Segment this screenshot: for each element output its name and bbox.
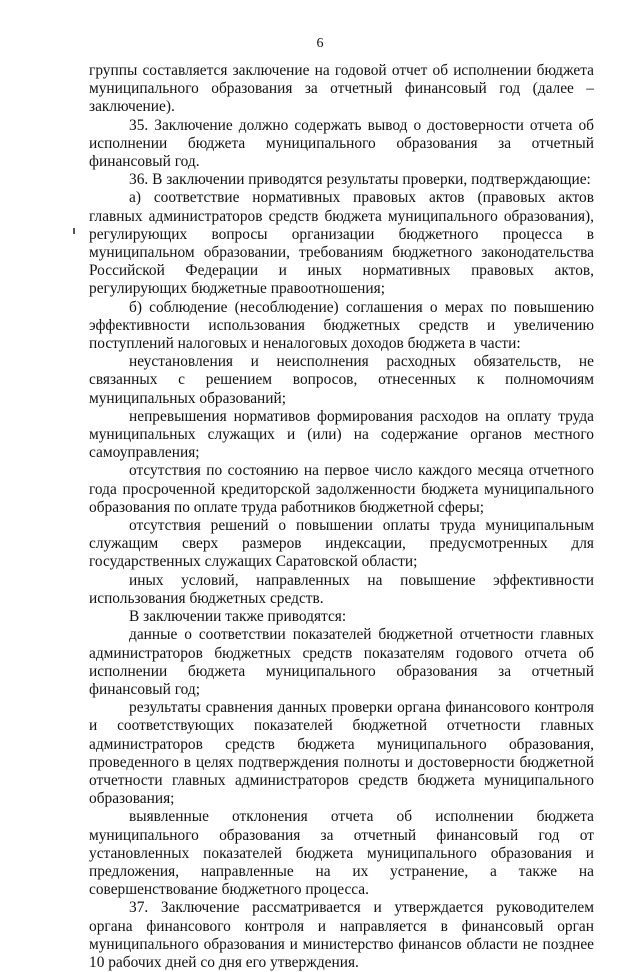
paragraph-item: отсутствия решений о повышении оплаты труда муниципальным служащим сверх размеров индексации, предусмотренных для государственных служащих Саратовской области; <box>89 517 594 571</box>
paragraph-also: В заключении также приводятся: <box>129 608 347 626</box>
paragraph-36-b: б) соблюдение (несоблюдение) соглашения о мерах по повышению эффективности использования бюджетных средств и увеличению поступлений налоговых и неналоговых доходов бюджета в части: <box>89 298 594 353</box>
paragraph-item: выявленные отклонения отчета об исполнении бюджета муниципального образования за отчетный финансовый год от установленных показателей бюджета муниципального образования и предложения, направленные на их устранение, а также на совершенствование бюджетного процесса. <box>89 808 594 899</box>
paragraph-36-a: а) соответствие нормативных правовых актов (правовых актов главных администраторов средств бюджета муниципального образования), регулирующих вопросы организации бюджетного процесса в муниципальном образовании, требованиям бюджетного законодательства Российской Федерации и иных нормативных правовых актов, регулирующих бюджетные правоотношения; <box>89 189 594 298</box>
paragraph-item: иных условий, направленных на повышение эффективности использования бюджетных средств. <box>89 571 594 607</box>
paragraph-37: 37. Заключение рассматривается и утверждается руководителем органа финансового контроля и направляется в финансовый орган муниципального образования и министерство финансов области не позднее 10 рабочих дней со дня его утверждения. <box>89 899 594 971</box>
paragraph-item: отсутствия по состоянию на первое число каждого месяца отчетного года просроченной кредиторской задолженности бюджета муниципального образования по оплате труда работников бюджетной сферы; <box>89 462 594 516</box>
body-text <box>89 62 594 972</box>
page-number: 6 <box>316 36 324 51</box>
scan-mark <box>73 228 75 234</box>
paragraph-continuation: группы составляется заключение на годовой отчет об исполнении бюджета муниципального образования за отчетный финансовый год (далее – заключение). <box>89 62 594 116</box>
paragraph-35: 35. Заключение должно содержать вывод о достоверности отчета об исполнении бюджета муниципального образования за отчетный финансовый год. <box>89 116 594 171</box>
paragraph-item: результаты сравнения данных проверки органа финансового контроля и соответствующих показателей бюджетной отчетности главных администраторов средств бюджета муниципального образования, проведенного в целях подтверждения полноты и достоверности бюджетной отчетности главных администраторов средств бюджета муниципального образования; <box>89 699 594 808</box>
paragraph-item: непревышения нормативов формирования расходов на оплату труда муниципальных служащих и (или) на содержание органов местного самоуправления; <box>89 407 594 462</box>
paragraph-36: 36. В заключении приводятся результаты проверки, подтверждающие: <box>129 171 591 189</box>
paragraph-item: данные о соответствии показателей бюджетной отчетности главных администраторов бюджетных средств показателям годового отчета об исполнении бюджета муниципального образования за отчетный финансовый год; <box>89 626 594 698</box>
paragraph-item: неустановления и неисполнения расходных обязательств, не связанных с решением вопросов, отнесенных к полномочиям муниципальных образований; <box>89 353 594 407</box>
